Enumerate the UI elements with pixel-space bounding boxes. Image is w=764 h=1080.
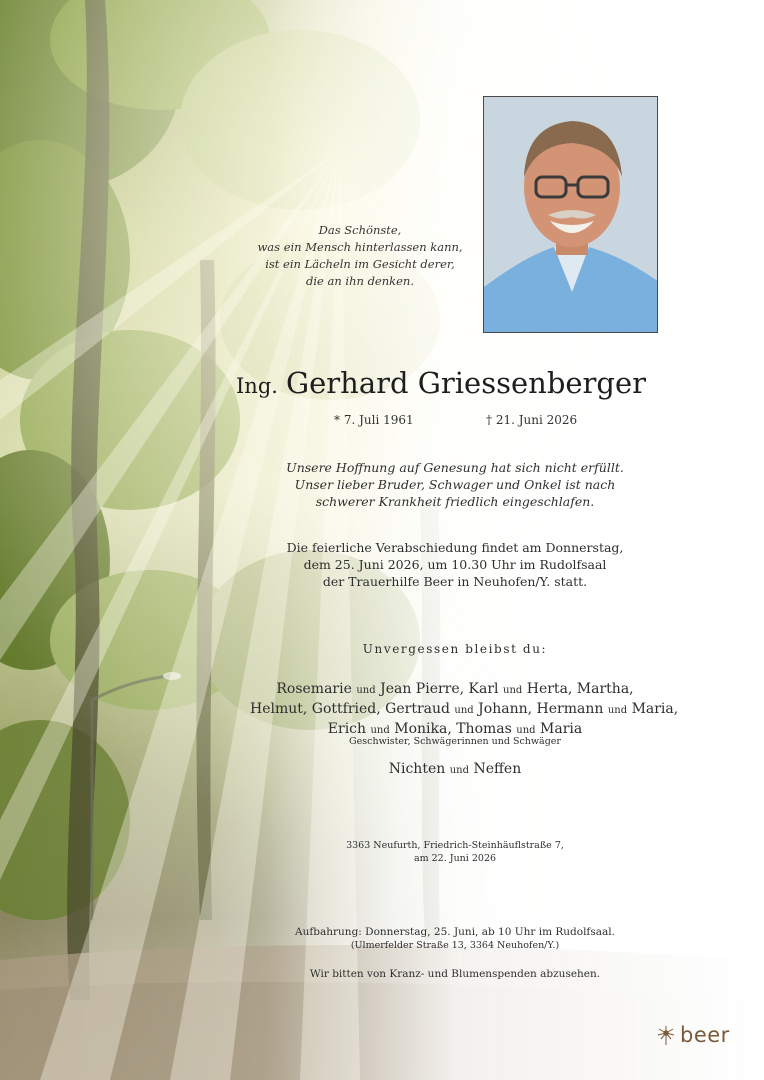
mourner-name: Maria [540, 721, 583, 737]
mourner-name: Maria, [631, 701, 679, 717]
place-line: 3363 Neufurth, Friedrich-Steinhäuflstraße 7, [346, 840, 564, 851]
academic-title: Ing. [236, 374, 278, 398]
announcement-text [250, 459, 660, 510]
place-date [250, 839, 660, 865]
date-line: am 22. Juni 2026 [413, 853, 497, 864]
connector-word: und [516, 725, 536, 736]
quote-line: Das Schönste, [318, 223, 402, 237]
mourner-name: Neffen [473, 761, 522, 777]
connector-word: und [356, 685, 376, 696]
portrait-photo [483, 96, 658, 333]
quote-line: was ein Mensch hinterlassen kann, [257, 240, 463, 254]
announcement-line: schwerer Krankheit friedlich eingeschlafen. [315, 494, 595, 509]
birth-date: * 7. Juli 1961 [334, 413, 414, 427]
connector-word: und [370, 725, 390, 736]
flowers-note: Wir bitten von Kranz- und Blumenspenden abzusehen. [309, 968, 601, 980]
portrait-illustration [484, 97, 658, 333]
mourner-name: Monika, Thomas [394, 721, 512, 737]
viewing-line: Aufbahrung: Donnerstag, 25. Juni, ab 10 Uhr im Rudolfsaal. [295, 926, 615, 938]
nieces-nephews [250, 761, 660, 779]
mourner-name: Johann, Hermann [478, 701, 604, 717]
memorial-quote [255, 222, 465, 290]
mourner-name: Nichten [388, 761, 446, 777]
ceremony-line: Die feierliche Verabschiedung findet am Donnerstag, [286, 540, 624, 555]
connector-word: und [454, 705, 474, 716]
funeral-home-logo [655, 1020, 730, 1050]
announcement-line: Unsere Hoffnung auf Genesung hat sich nicht erfüllt. [286, 460, 624, 475]
logo-text: beer [680, 1023, 730, 1047]
full-name: Gerhard Griessenberger [285, 366, 647, 400]
death-date: † 21. Juni 2026 [486, 413, 578, 427]
mourner-name: Rosemarie [276, 681, 352, 697]
mourners-line [250, 700, 679, 720]
mourner-name: Jean Pierre, Karl [380, 681, 499, 697]
viewing-info [250, 925, 660, 953]
quote-line: ist ein Lächeln im Gesicht derer, [265, 257, 455, 271]
connector-word: und [449, 765, 469, 776]
ceremony-line: dem 25. Juni 2026, um 10.30 Uhr im Rudolfsaal [303, 557, 607, 572]
mourners-list [250, 680, 679, 740]
viewing-address: (Ulmerfelder Straße 13, 3364 Neuhofen/Y.) [350, 940, 560, 951]
relation-caption: Geschwister, Schwägerinnen und Schwäger [349, 736, 561, 747]
quote-line: die an ihn denken. [306, 274, 414, 288]
mourners-line [250, 680, 660, 700]
connector-word: und [607, 705, 628, 716]
dandelion-icon [655, 1024, 677, 1046]
deceased-name [236, 366, 696, 400]
mourner-name: Erich [327, 721, 367, 737]
connector-word: und [503, 685, 523, 696]
announcement-line: Unser lieber Bruder, Schwager und Onkel ist nach [294, 477, 616, 492]
mourner-name: Helmut, Gottfried, Gertraud [250, 701, 450, 717]
unforgotten-heading: Unvergessen bleibst du: [362, 642, 548, 656]
ceremony-info [250, 539, 660, 590]
mourner-name: Herta, Martha, [526, 681, 634, 697]
ceremony-line: der Trauerhilfe Beer in Neuhofen/Y. statt. [322, 574, 588, 589]
